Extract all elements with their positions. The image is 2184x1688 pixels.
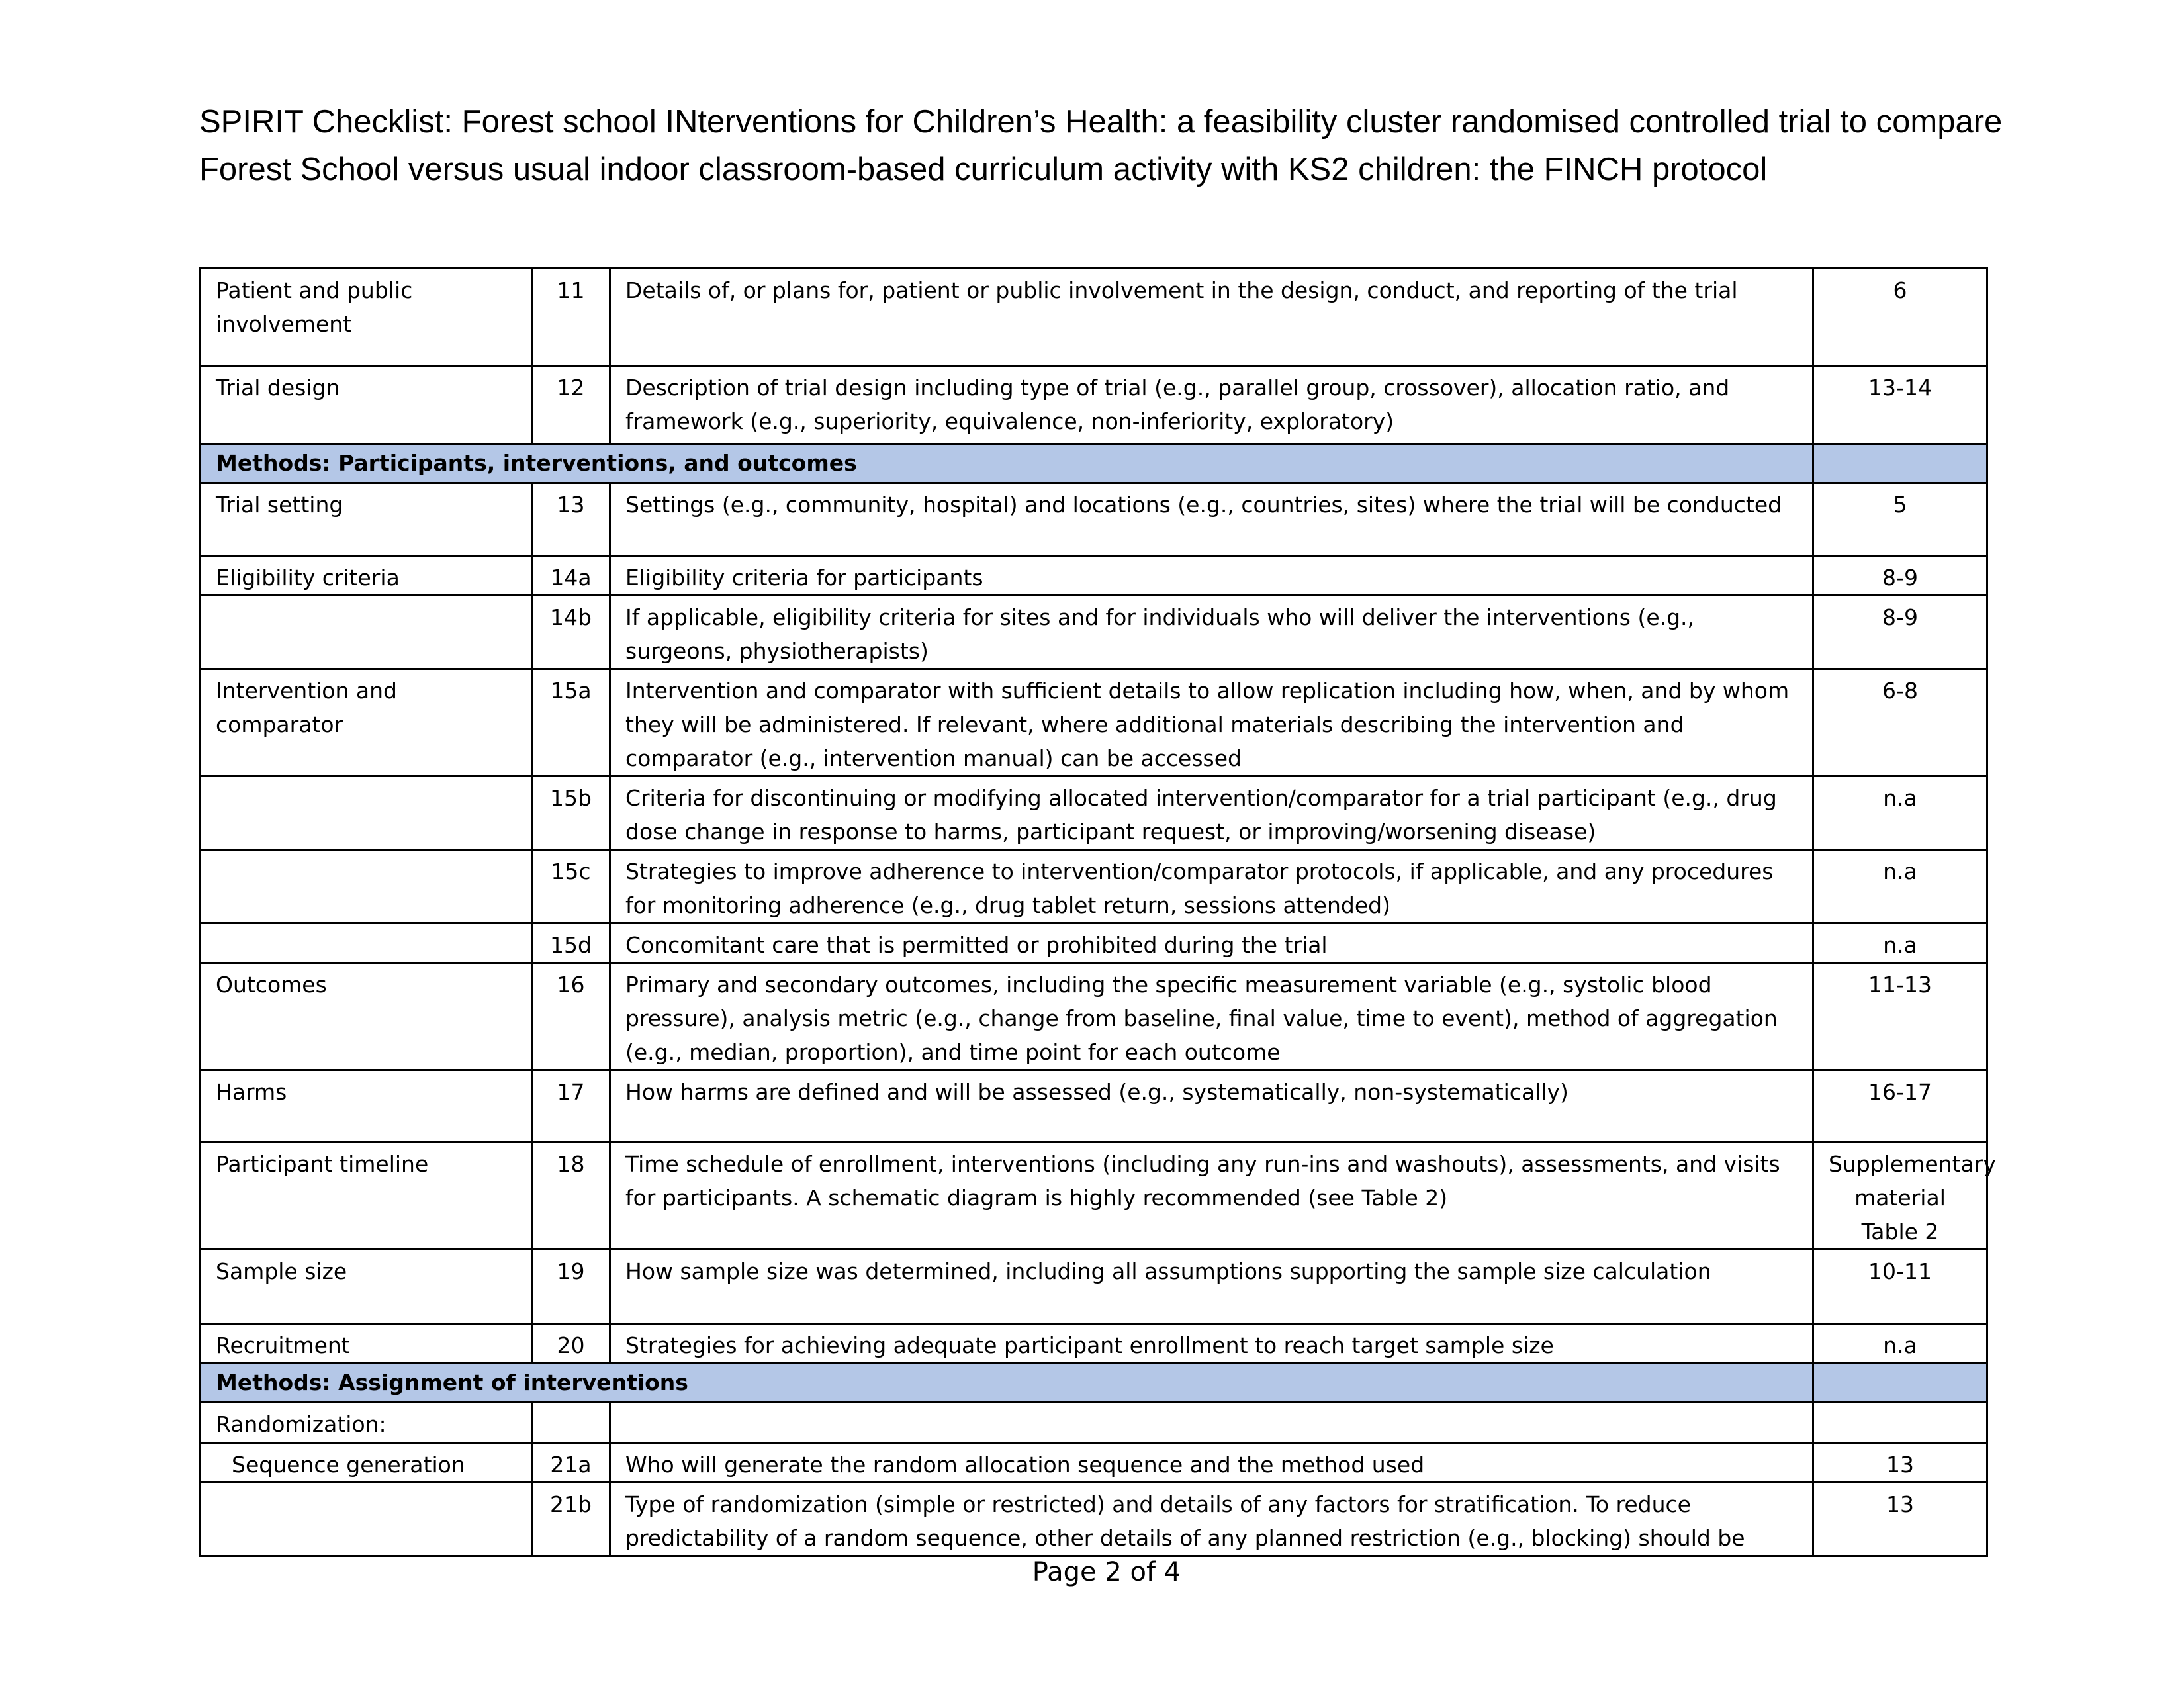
page-reference: 11-13 xyxy=(1813,963,1987,1070)
item-description: Eligibility criteria for participants xyxy=(610,556,1813,596)
item-number: 17 xyxy=(532,1070,610,1143)
section-header: Methods: Assignment of interventions xyxy=(201,1364,1813,1403)
page-reference: n.a xyxy=(1813,923,1987,963)
item-number: 19 xyxy=(532,1250,610,1324)
topic-cell: Participant timeline xyxy=(201,1143,532,1250)
table-row xyxy=(201,669,1987,776)
item-description: Settings (e.g., community, hospital) and locations (e.g., countries, sites) where the trial will be conducted xyxy=(610,483,1813,556)
page-reference: 6 xyxy=(1813,269,1987,366)
page-reference: 16-17 xyxy=(1813,1070,1987,1143)
item-description: Intervention and comparator with sufficient details to allow replication including how, when, and by whom they will be administered. If relevant, where additional materials describing the intervention and comparator (e.g., intervention manual) can be accessed xyxy=(610,669,1813,776)
table-row xyxy=(201,366,1987,444)
item-number: 15a xyxy=(532,669,610,776)
table-row xyxy=(201,923,1987,963)
item-description: How harms are defined and will be assessed (e.g., systematically, non-systematically) xyxy=(610,1070,1813,1143)
item-description xyxy=(610,1403,1813,1443)
section-header-blank xyxy=(1813,1364,1987,1403)
section-header-blank xyxy=(1813,444,1987,483)
item-number: 14b xyxy=(532,596,610,669)
item-description: Primary and secondary outcomes, including the specific measurement variable (e.g., systolic blood pressure), analysis metric (e.g., change from baseline, final value, time to event), method of aggregation (e.g., median, proportion), and time point for each outcome xyxy=(610,963,1813,1070)
item-number: 13 xyxy=(532,483,610,556)
item-number: 20 xyxy=(532,1324,610,1364)
topic-cell: Intervention and comparator xyxy=(201,669,532,776)
topic-cell: Sample size xyxy=(201,1250,532,1324)
spirit-checklist-table xyxy=(199,267,1996,1557)
table-row xyxy=(201,850,1987,923)
table-row xyxy=(201,269,1987,366)
page-footer xyxy=(0,1557,2184,1587)
table-row xyxy=(201,596,1987,669)
page-reference: 13 xyxy=(1813,1483,1987,1556)
document-title: SPIRIT Checklist: Forest school INterventions for Children’s Health: a feasibility cluster randomised controlled trial to compare Forest School versus usual indoor classroom-based curriculum activity with KS2 children: the FINCH protocol xyxy=(199,104,2003,187)
item-description: Type of randomization (simple or restricted) and details of any factors for stratification. To reduce predictability of a random sequence, other details of any planned restriction (e.g., blocking) should be xyxy=(610,1483,1813,1556)
page-reference: 6-8 xyxy=(1813,669,1987,776)
topic-cell xyxy=(201,923,532,963)
section-header-row xyxy=(201,1364,1987,1403)
page-reference: n.a xyxy=(1813,1324,1987,1364)
table-row xyxy=(201,1324,1987,1364)
page-reference: n.a xyxy=(1813,776,1987,850)
item-number: 15d xyxy=(532,923,610,963)
item-description: How sample size was determined, including all assumptions supporting the sample size calculation xyxy=(610,1250,1813,1324)
page-reference: 5 xyxy=(1813,483,1987,556)
topic-cell: Eligibility criteria xyxy=(201,556,532,596)
table-row xyxy=(201,1250,1987,1324)
table-row xyxy=(201,1143,1987,1250)
topic-cell: Patient and public involvement xyxy=(201,269,532,366)
item-number: 14a xyxy=(532,556,610,596)
item-number: 18 xyxy=(532,1143,610,1250)
item-number: 11 xyxy=(532,269,610,366)
topic-cell xyxy=(201,850,532,923)
table-row xyxy=(201,963,1987,1070)
table-row xyxy=(201,1403,1987,1443)
item-number xyxy=(532,1403,610,1443)
item-description: Who will generate the random allocation sequence and the method used xyxy=(610,1443,1813,1483)
page-reference: 13-14 xyxy=(1813,366,1987,444)
page-reference: 8-9 xyxy=(1813,556,1987,596)
topic-cell xyxy=(201,596,532,669)
page-number: Page 2 of 4 xyxy=(1032,1557,1181,1587)
page-reference: 13 xyxy=(1813,1443,1987,1483)
item-description: Description of trial design including type of trial (e.g., parallel group, crossover), allocation ratio, and framework (e.g., superiority, equivalence, non-inferiority, exploratory) xyxy=(610,366,1813,444)
item-description: Strategies for achieving adequate participant enrollment to reach target sample size xyxy=(610,1324,1813,1364)
topic-cell xyxy=(201,1483,532,1556)
topic-cell: Outcomes xyxy=(201,963,532,1070)
item-description: Criteria for discontinuing or modifying allocated intervention/comparator for a trial participant (e.g., drug dose change in response to harms, participant request, or improving/worsening disease) xyxy=(610,776,1813,850)
table-row xyxy=(201,483,1987,556)
table-row xyxy=(201,1483,1987,1556)
item-number: 21a xyxy=(532,1443,610,1483)
item-description: Details of, or plans for, patient or public involvement in the design, conduct, and reporting of the trial xyxy=(610,269,1813,366)
page-reference xyxy=(1813,1403,1987,1443)
topic-cell xyxy=(201,776,532,850)
item-number: 15c xyxy=(532,850,610,923)
item-number: 21b xyxy=(532,1483,610,1556)
table-row xyxy=(201,1070,1987,1143)
topic-cell: Trial design xyxy=(201,366,532,444)
page-reference: 8-9 xyxy=(1813,596,1987,669)
item-description: Time schedule of enrollment, interventions (including any run-ins and washouts), assessments, and visits for participants. A schematic diagram is highly recommended (see Table 2) xyxy=(610,1143,1813,1250)
topic-cell: Harms xyxy=(201,1070,532,1143)
item-description: If applicable, eligibility criteria for sites and for individuals who will deliver the interventions (e.g., surgeons, physiotherapists) xyxy=(610,596,1813,669)
item-description: Strategies to improve adherence to intervention/comparator protocols, if applicable, and any procedures for monitoring adherence (e.g., drug tablet return, sessions attended) xyxy=(610,850,1813,923)
table-row xyxy=(201,556,1987,596)
item-description: Concomitant care that is permitted or prohibited during the trial xyxy=(610,923,1813,963)
topic-cell: Randomization: xyxy=(201,1403,532,1443)
topic-cell: Trial setting xyxy=(201,483,532,556)
table-row xyxy=(201,1443,1987,1483)
page-reference: 10-11 xyxy=(1813,1250,1987,1324)
section-header: Methods: Participants, interventions, and outcomes xyxy=(201,444,1813,483)
item-number: 15b xyxy=(532,776,610,850)
table-row xyxy=(201,776,1987,850)
section-header-row xyxy=(201,444,1987,483)
topic-cell: Recruitment xyxy=(201,1324,532,1364)
page-reference: n.a xyxy=(1813,850,1987,923)
page-reference: Supplementary material Table 2 xyxy=(1813,1143,1987,1250)
item-number: 12 xyxy=(532,366,610,444)
item-number: 16 xyxy=(532,963,610,1070)
topic-cell: Sequence generation xyxy=(201,1443,532,1483)
